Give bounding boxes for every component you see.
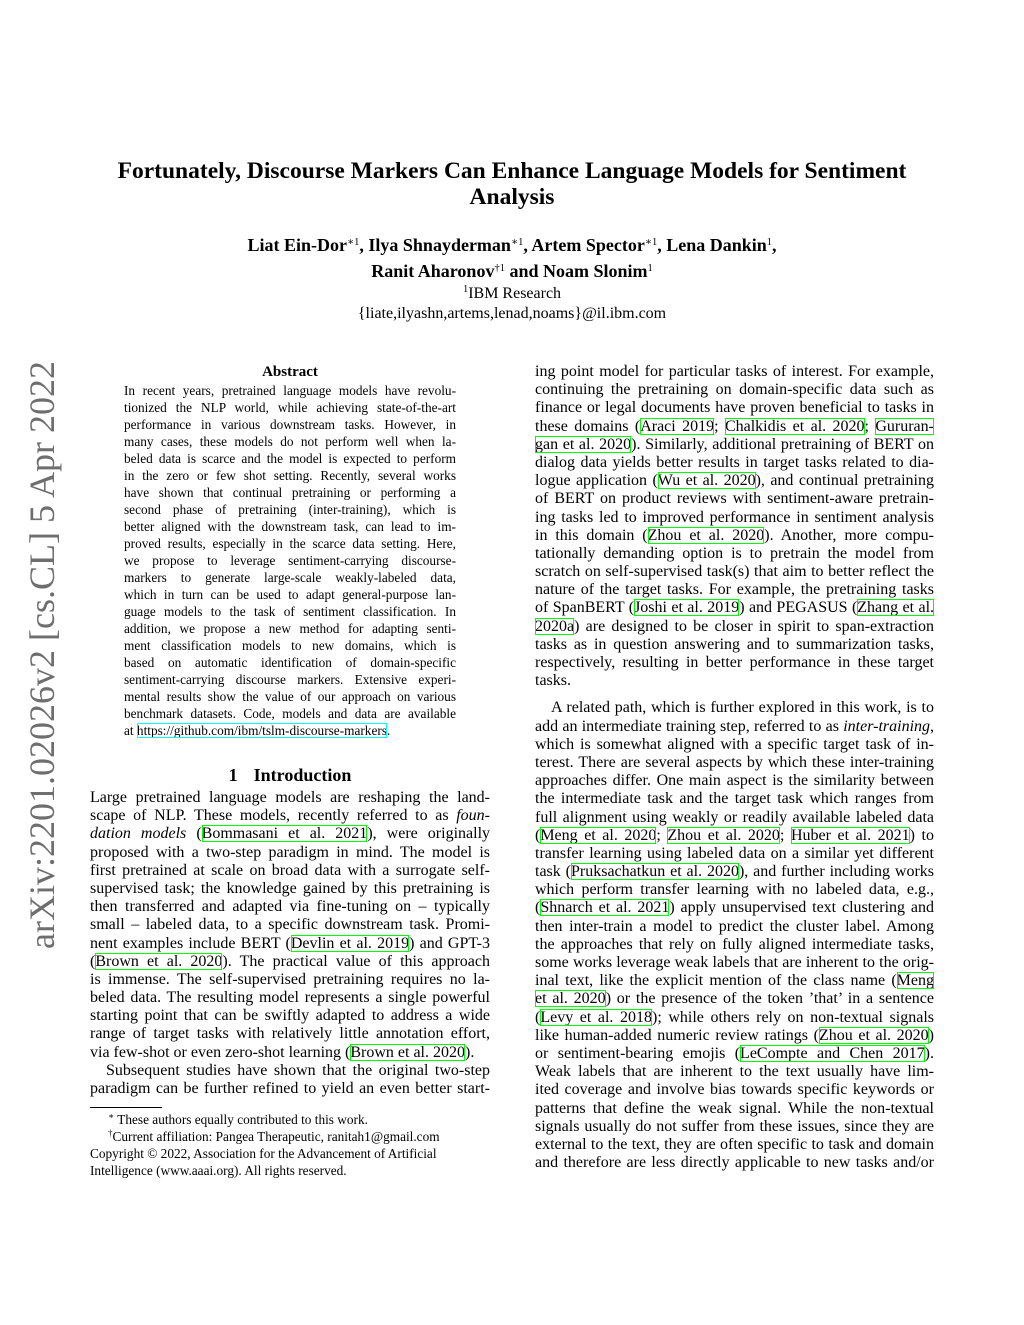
author-list bbox=[90, 232, 934, 284]
author-mark: 1 bbox=[647, 263, 653, 274]
intro-text bbox=[90, 789, 490, 1098]
abstract-line: better aligned with the downstream task, can lead to im- bbox=[124, 519, 456, 534]
author: Noam Slonim bbox=[542, 261, 648, 281]
abstract-line: performance in various downstream tasks. However, in bbox=[124, 417, 456, 432]
text: via few-shot or even zero-shot learning ( bbox=[90, 1043, 351, 1061]
text-line: tationally demanding option is to pretrain the model from bbox=[535, 544, 934, 562]
citation-link[interactable]: gan et al. 2020 bbox=[535, 435, 632, 453]
title-line-1: Fortunately, Discourse Markers Can Enhance Language Models for Sentiment bbox=[117, 158, 907, 184]
institution: IBM Research bbox=[468, 285, 562, 302]
text-line bbox=[535, 718, 934, 736]
text-line bbox=[535, 990, 934, 1008]
text: ) are designed to be closer in spirit to span-extraction bbox=[574, 617, 934, 635]
text-line bbox=[535, 618, 934, 636]
code-url-link[interactable]: https://github.com/ibm/tslm-discourse-markers bbox=[136, 723, 387, 738]
author-conjunction: and bbox=[509, 261, 539, 281]
author-emails: {liate,ilyashn,artems,lenad,noams}@il.ibm.com bbox=[357, 305, 667, 322]
text: ; bbox=[864, 417, 876, 435]
text-line: terest. There are several aspects by which these inter-training bbox=[535, 753, 934, 771]
text-line bbox=[535, 1045, 934, 1063]
text: ). bbox=[465, 1043, 475, 1061]
citation-link[interactable]: Huber et al. 2021 bbox=[790, 826, 910, 844]
author-mark: ∗1 bbox=[510, 237, 524, 248]
text: These authors equally contributed to this work. bbox=[117, 1112, 368, 1127]
text-line: ing point model for particular tasks of interest. For example, bbox=[535, 363, 934, 380]
text-line: the intermediate task and the target task which ranges from bbox=[535, 790, 934, 808]
footnote bbox=[90, 1128, 490, 1145]
text: or sentiment-bearing emojis ( bbox=[535, 1044, 741, 1062]
text-line: Weak labels that are inherent to the text usually have lim- bbox=[535, 1063, 934, 1081]
text: ), and further including works bbox=[738, 863, 934, 881]
text: nent examples include BERT ( bbox=[90, 934, 291, 952]
text-line: proposed with a two-step paradigm in mind. The model is bbox=[90, 843, 490, 861]
author-mark: ∗1 bbox=[644, 237, 658, 248]
text-line: approaches differ. One main aspect is the similarity between bbox=[535, 772, 934, 790]
text-line: nature of the target tasks. For example, the pretraining tasks bbox=[535, 581, 934, 599]
author-line-2 bbox=[90, 258, 934, 284]
text-line bbox=[535, 863, 934, 881]
text-line bbox=[535, 1027, 934, 1045]
text-line: and therefore are less directly applicable to new tasks and/or bbox=[535, 1154, 934, 1172]
right-column-text bbox=[535, 363, 934, 1172]
citation-link[interactable]: Araci 2019 bbox=[640, 417, 715, 435]
text: these domains ( bbox=[535, 417, 641, 435]
text: in this domain ( bbox=[535, 526, 648, 544]
text: Current affiliation: Pangea Therapeutic, ranitah1@gmail.com bbox=[112, 1129, 440, 1144]
text-line bbox=[90, 935, 490, 953]
text: ), and continual pretraining bbox=[755, 472, 934, 490]
text-line: full alignment using weakly or readily available labeled data bbox=[535, 808, 934, 826]
text-line bbox=[535, 1009, 934, 1027]
footnote-mark: † bbox=[108, 1128, 113, 1138]
abstract-line: mental results show the value of our approach on various bbox=[124, 689, 456, 704]
abstract-last-line bbox=[124, 722, 456, 739]
text: ( bbox=[535, 899, 541, 917]
text-line: some works leverage weak labels that are inherent to the orig- bbox=[535, 954, 934, 971]
text: at bbox=[124, 723, 137, 738]
text: of SpanBERT ( bbox=[535, 599, 635, 617]
citation-link[interactable]: Shnarch et al. 2021 bbox=[540, 899, 670, 917]
abstract-line: tionized the NLP world, while achieving state-of-the-art bbox=[124, 400, 456, 415]
text: logue application ( bbox=[535, 472, 658, 490]
text-line: starting point that can be swiftly adapted to address a wide bbox=[90, 1007, 490, 1025]
text: ). Another, more compu- bbox=[764, 526, 935, 544]
abstract-line: ment classification models to new domains, which is bbox=[124, 638, 456, 653]
abstract-line: beled data is scarce and the model is expected to perform bbox=[124, 451, 456, 466]
citation-link[interactable]: Brown et al. 2020 bbox=[95, 952, 223, 970]
footnote bbox=[90, 1111, 490, 1128]
text-line: ited coverage and involve bias towards specific keywords or bbox=[535, 1081, 934, 1099]
text: , bbox=[930, 717, 935, 735]
text: add an intermediate training step, referred to as bbox=[535, 717, 839, 735]
title-line-2: Analysis bbox=[469, 184, 555, 210]
text: ). bbox=[924, 1044, 934, 1062]
text-line: A related path, which is further explored in this work, is to bbox=[551, 699, 934, 717]
text: ) and PEGASUS ( bbox=[739, 599, 858, 617]
text-line: dialog data yields better results in target tasks related to dia- bbox=[535, 453, 934, 471]
abstract-line: based on automatic identification of domain-specific bbox=[124, 655, 456, 670]
author-line-1: Liat Ein-Dor$^{∗1}$, Ilya Shnayderman$^{∗1}$, Artem Spector$^{∗1}$, Lena Dankin$^1$, bbox=[247, 235, 777, 255]
abstract-line: proved results, especially in the scarce data setting. Here, bbox=[124, 536, 456, 551]
citation-link[interactable]: Bommasani et al. 2021 bbox=[201, 825, 368, 843]
citation-link[interactable]: Zhang et al. bbox=[857, 599, 935, 617]
text-line: transfer learning using labeled data on a similar yet different bbox=[535, 844, 934, 862]
text-line: small – labeled data, to a specific downstream task. Promi- bbox=[90, 916, 490, 934]
text: dation models bbox=[90, 825, 187, 843]
text-line: signals usually do not suffer from these issues, since they are bbox=[535, 1117, 934, 1135]
citation-link[interactable]: LeCompte and Chen 2017 bbox=[740, 1044, 925, 1062]
abstract-heading: Abstract bbox=[262, 364, 318, 380]
citation-link[interactable]: Chalkidis et al. 2020 bbox=[724, 417, 865, 435]
abstract-line: In recent years, pretrained language models have revolu- bbox=[124, 383, 456, 398]
abstract-line: have shown that continual pretraining or performing a bbox=[124, 485, 456, 500]
arxiv-id[interactable]: arXiv:2201.02026v2 [cs.CL] 5 Apr 2022 bbox=[22, 361, 62, 949]
text-line: then transferred and adapted via fine-tuning on – typically bbox=[90, 898, 490, 916]
paper-title bbox=[90, 158, 934, 210]
text: scape of NLP. These models, recently referred to as bbox=[90, 807, 449, 825]
text-line bbox=[535, 418, 934, 436]
citation-link[interactable]: Meng bbox=[896, 972, 934, 990]
text-line bbox=[535, 436, 934, 454]
text-line bbox=[535, 472, 934, 490]
citation-link[interactable]: Wu et al. 2020 bbox=[657, 472, 756, 490]
citation-link[interactable]: Pruksachatkun et al. 2020 bbox=[571, 863, 739, 881]
abstract-line: second phase of pretraining (inter-training), which is bbox=[124, 502, 456, 517]
citation-link[interactable]: Meng et al. 2020 bbox=[540, 826, 657, 844]
text: ( bbox=[196, 825, 202, 843]
footnote-rule bbox=[90, 1107, 162, 1108]
affiliation-mark: 1 bbox=[462, 284, 469, 295]
text: ( bbox=[535, 1008, 541, 1026]
affiliation-name bbox=[90, 284, 934, 304]
copyright-notice: Copyright © 2022, Association for the Advancement of Artificial bbox=[90, 1146, 437, 1161]
author-mark: ∗1 bbox=[347, 237, 360, 248]
affiliation bbox=[90, 284, 934, 324]
text: inal text, like the explicit mention of the class name ( bbox=[535, 972, 897, 990]
text: ); while others rely on non-textual signals bbox=[652, 1008, 935, 1026]
text-line bbox=[90, 953, 490, 971]
arxiv-stamp bbox=[22, 360, 62, 950]
abstract-line: markers to generate large-scale weakly-labeled data, bbox=[124, 570, 456, 585]
citation-link[interactable]: Brown et al. 2020 bbox=[350, 1043, 465, 1061]
abstract-line: addition, we propose a new method for adapting senti- bbox=[124, 621, 456, 636]
abstract-line: in the zero or few shot setting. Recently, several works bbox=[124, 468, 456, 483]
citation-link[interactable]: Levy et al. 2018 bbox=[540, 1008, 652, 1026]
abstract-line: many cases, these models do not perform well when la- bbox=[124, 434, 456, 449]
text-line: ing tasks led to improved performance in sentiment analysis bbox=[535, 508, 934, 526]
text-line: paradigm can be further refined to yield an even better start- bbox=[90, 1080, 490, 1097]
footnote-mark: ∗ bbox=[108, 1111, 115, 1121]
text: ). The practical value of this approach bbox=[222, 952, 490, 970]
text-line: then inter-train a model to predict the cluster label. Among bbox=[535, 917, 934, 935]
text-line: the approaches that rely on fully aligned intermediate tasks, bbox=[535, 935, 934, 953]
text-line: which perform transfer learning with no labeled data, e.g., bbox=[535, 881, 934, 899]
text: ) to bbox=[909, 826, 934, 844]
text: ) and GPT-3 bbox=[409, 934, 491, 952]
section-number: 1 bbox=[228, 765, 238, 785]
section-title: Introduction bbox=[253, 765, 352, 785]
text: ( bbox=[90, 952, 96, 970]
text-line: beled data. The resulting model represents a single powerful bbox=[90, 989, 490, 1007]
citation-link[interactable]: Gururan- bbox=[875, 417, 934, 435]
text-line bbox=[90, 1044, 490, 1062]
text-line: Subsequent studies have shown that the original two-step bbox=[106, 1061, 490, 1079]
abstract-line: guage models to the task of sentiment classification. In bbox=[124, 604, 456, 619]
citation-link[interactable]: Zhou et al. 2020 bbox=[818, 1026, 929, 1044]
text-line: tasks. bbox=[535, 672, 571, 690]
text-line: Large pretrained language models are reshaping the land- bbox=[90, 789, 490, 806]
abstract-body bbox=[124, 382, 456, 739]
author-mark: 1 bbox=[766, 237, 772, 248]
text: task ( bbox=[535, 863, 571, 881]
text-line: of BERT on product reviews with sentiment-aware pretrain- bbox=[535, 490, 934, 508]
text: ). Similarly, additional pretraining of BERT on bbox=[631, 435, 934, 453]
text-line bbox=[535, 899, 934, 917]
text-line: scratch on self-supervised task(s) that aim to better reflect the bbox=[535, 563, 934, 581]
text-line: tasks as in question answering and to summarization tasks, bbox=[535, 635, 934, 653]
text: ; bbox=[779, 826, 791, 844]
author: Ilya Shnayderman bbox=[368, 235, 511, 255]
text-line: which is somewhat aligned with a specific target task of in- bbox=[535, 735, 934, 753]
citation-link[interactable]: et al. 2020 bbox=[535, 990, 606, 1008]
abstract-line: benchmark datasets. Code, models and data are available bbox=[124, 706, 456, 721]
abstract-line: we propose to leverage sentiment-carrying discourse- bbox=[124, 553, 456, 568]
text-line bbox=[90, 825, 490, 843]
text: . bbox=[386, 723, 391, 738]
text-line bbox=[535, 599, 934, 617]
footnotes bbox=[90, 1111, 490, 1179]
text: inter-training bbox=[843, 717, 931, 735]
author: Ranit Aharonov bbox=[371, 261, 495, 281]
author-mark: †1 bbox=[494, 263, 505, 274]
paragraph-gap bbox=[535, 690, 934, 699]
text-line bbox=[535, 972, 934, 990]
text-line: range of target tasks with relatively little annotation effort, bbox=[90, 1025, 490, 1043]
text: foun- bbox=[456, 807, 491, 825]
text: like human-added numeric review ratings ( bbox=[535, 1026, 819, 1044]
author: Artem Spector bbox=[531, 235, 645, 255]
text-line: respectively, resulting in better performance in these target bbox=[535, 654, 934, 671]
text: ) apply unsupervised text clustering and bbox=[669, 899, 934, 917]
author: Lena Dankin bbox=[666, 235, 767, 255]
text-line: first pretrained at scale on broad data with a surrogate self- bbox=[90, 861, 490, 879]
citation-link[interactable]: Zhou et al. 2020 bbox=[667, 826, 780, 844]
text-line: finance or legal documents have proven beneficial to tasks in bbox=[535, 399, 934, 417]
citation-link[interactable]: Zhou et al. 2020 bbox=[647, 526, 765, 544]
text-line: supervised task; the knowledge gained by this pretraining is bbox=[90, 879, 490, 897]
citation-link[interactable]: 2020a bbox=[535, 617, 575, 635]
text-line: continuing the pretraining on domain-specific data such as bbox=[535, 381, 934, 399]
citation-link[interactable]: Joshi et al. 2019 bbox=[634, 599, 740, 617]
text: ; bbox=[714, 417, 725, 435]
text: ) bbox=[928, 1026, 934, 1044]
text-line bbox=[535, 527, 934, 545]
abstract-line: sentiment-carrying discourse markers. Extensive experi- bbox=[124, 672, 456, 687]
text-line bbox=[535, 827, 934, 845]
text-line bbox=[90, 807, 490, 825]
citation-link[interactable]: Devlin et al. 2019 bbox=[290, 934, 410, 952]
text: ), were originally bbox=[367, 825, 491, 843]
text-line: external to the text, they are often specific to task and domain bbox=[535, 1135, 934, 1153]
text: ( bbox=[535, 826, 541, 844]
author: Liat Ein-Dor bbox=[247, 235, 348, 255]
abstract-line: which in turn can be used to adapt general-purpose lan- bbox=[124, 587, 456, 602]
text-line: patterns that define the weak signal. While the non-textual bbox=[535, 1099, 934, 1117]
text: ) or the presence of the token ’that’ in a sentence bbox=[605, 990, 934, 1008]
copyright-notice: Intelligence (www.aaai.org). All rights reserved. bbox=[90, 1163, 347, 1178]
section-heading-introduction bbox=[90, 764, 490, 786]
text-line: is immense. The self-supervised pretraining requires no la- bbox=[90, 970, 490, 988]
text: ; bbox=[656, 826, 668, 844]
